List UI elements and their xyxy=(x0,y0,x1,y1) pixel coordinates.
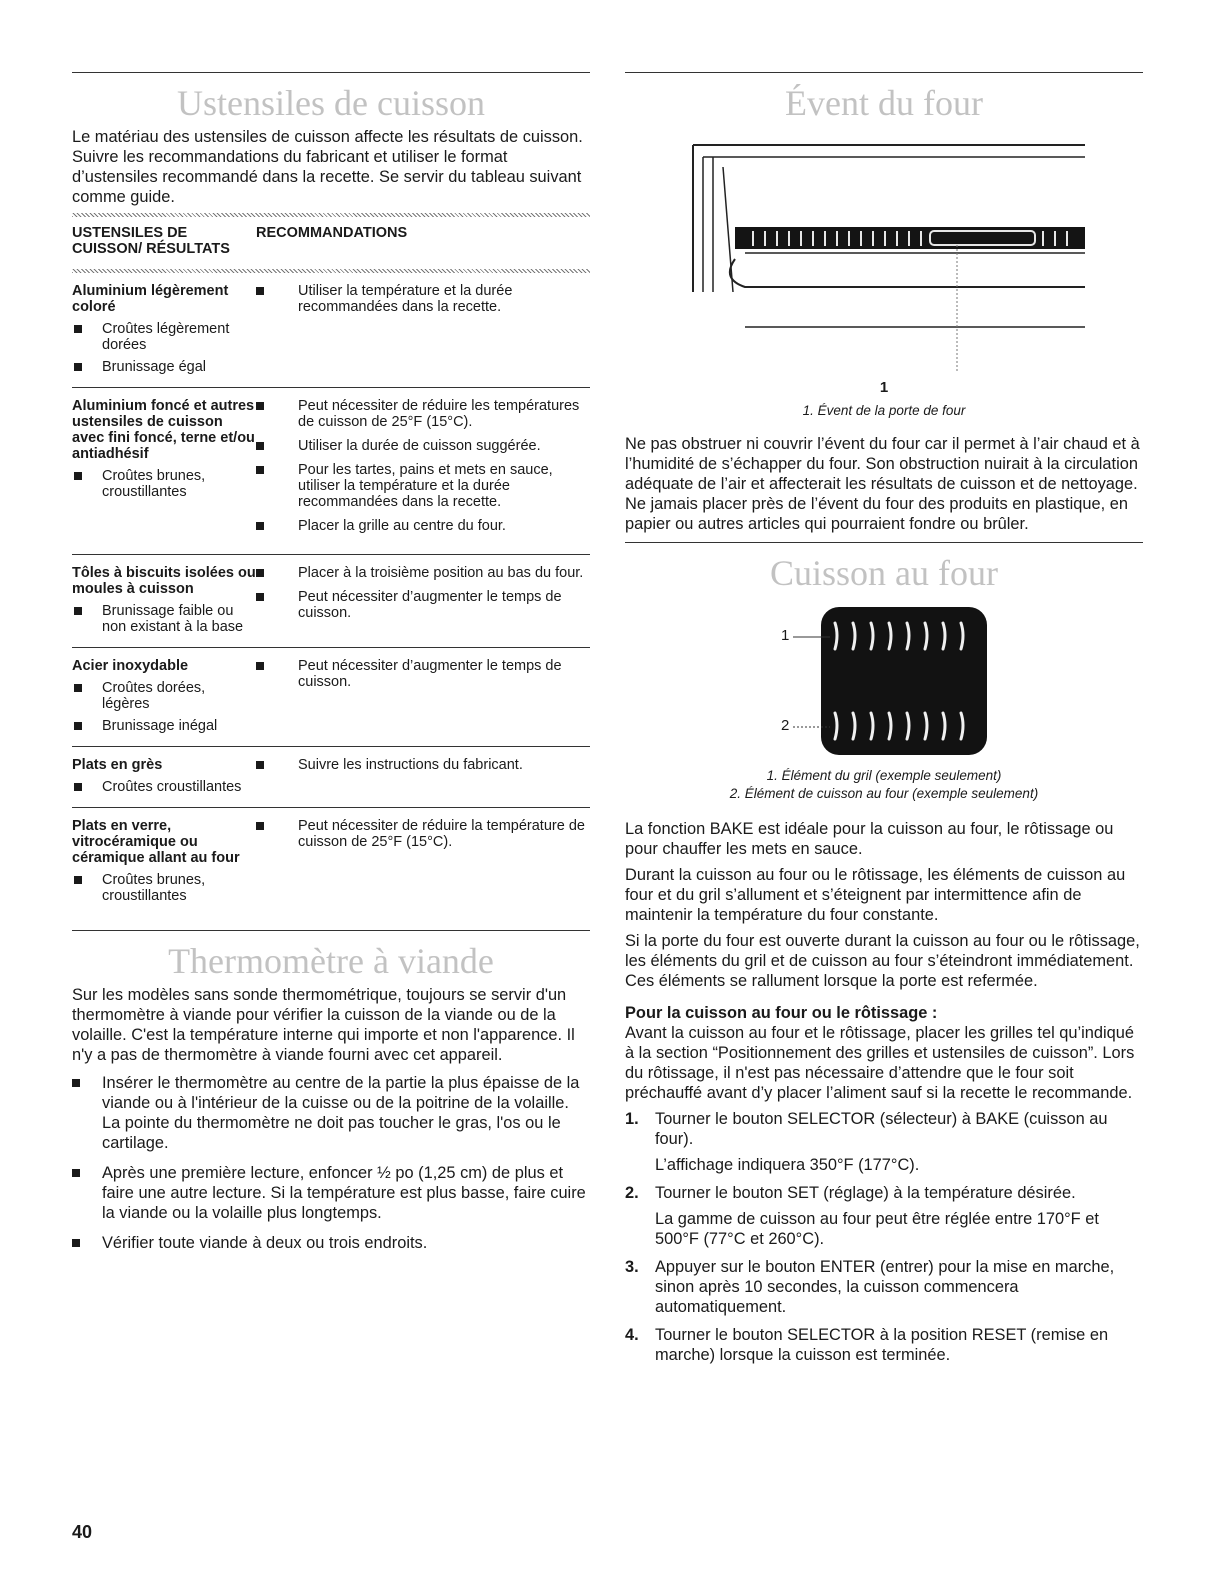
bake-caption-1: 1. Élément du gril (exemple seulement) xyxy=(766,768,1002,783)
result-item: Brunissage faible ou non existant à la base xyxy=(72,603,256,635)
material-name: Plats en verre, vitrocéramique ou céramique allant au four xyxy=(72,818,240,866)
recommendation-item: Utiliser la température et la durée recommandées dans la recette. xyxy=(256,283,590,315)
recommendation-item: Suivre les instructions du fabricant. xyxy=(256,757,590,773)
bake-subheading: Pour la cuisson au four ou le rôtissage : xyxy=(625,1004,938,1022)
list-item: Vérifier toute viande à deux ou trois endroits. xyxy=(72,1233,590,1253)
material-name: Aluminium légèrement coloré xyxy=(72,283,229,315)
recommendation-item: Peut nécessiter de réduire les températures de cuisson de 25°F (15°C). xyxy=(256,398,590,430)
result-item: Croûtes dorées, légères xyxy=(72,680,256,712)
step-item xyxy=(625,1325,1143,1365)
result-item: Croûtes légèrement dorées xyxy=(72,321,256,353)
result-item: Brunissage inégal xyxy=(72,718,256,734)
page-number: 40 xyxy=(72,1522,93,1542)
vent-title: Évent du four xyxy=(785,83,983,123)
table-row xyxy=(72,388,590,555)
step-note: L’affichage indiquera 350°F (177°C). xyxy=(655,1156,920,1174)
vent-text: Ne pas obstruer ni couvrir l’évent du four car il permet à l’air chaud et à l’humidité de s’échapper du four. Son obstruction nuirait à la circulation adéquate de l’air et affecterait les résultats de cuisson et de nettoyage. Ne jamais placer près de l’évent du four des produits en plastique, en papier ou autres articles qui pourraient fondre ou brûler. xyxy=(625,435,1140,533)
oven-vent-diagram xyxy=(625,127,1143,377)
step-item xyxy=(625,1109,1143,1175)
section-divider xyxy=(625,542,1143,543)
header-cookware-results: USTENSILES DE CUISSON/ RÉSULTATS xyxy=(72,225,230,257)
table-row xyxy=(72,808,590,916)
bake-caption-2: 2. Élément de cuisson au four (exemple seulement) xyxy=(729,786,1039,801)
step-number: 3. xyxy=(625,1258,639,1276)
step-text: Tourner le bouton SELECTOR (sélecteur) à BAKE (cuisson au four). xyxy=(655,1110,1108,1148)
oven-elements-diagram xyxy=(625,601,1143,761)
section-divider xyxy=(625,72,1143,73)
section-divider xyxy=(72,930,590,931)
thermometer-intro: Sur les modèles sans sonde thermométrique, toujours se servir d'un thermomètre à viande pour vérifier la cuisson de la viande ou de la volaille. C'est la température interne qui importe et non l'apparence. Il n'y a pas de thermomètre à viande fourni avec cet appareil. xyxy=(72,986,575,1064)
recommendation-item: Placer la grille au centre du four. xyxy=(256,518,590,534)
result-item: Brunissage égal xyxy=(72,359,256,375)
bake-callout-1: 1 xyxy=(781,627,790,644)
vent-caption: 1. Évent de la porte de four xyxy=(802,403,966,418)
step-text: Appuyer sur le bouton ENTER (entrer) pour la mise en marche, sinon après 10 secondes, la cuisson commencera automatiquement. xyxy=(655,1258,1115,1316)
left-column xyxy=(72,72,590,1263)
result-item: Croûtes croustillantes xyxy=(72,779,256,795)
recommendation-item: Placer à la troisième position au bas du four. xyxy=(256,565,590,581)
bake-steps xyxy=(625,1109,1143,1365)
material-name: Plats en grès xyxy=(72,757,163,773)
result-item: Croûtes brunes, croustillantes xyxy=(72,468,256,500)
table-row xyxy=(72,555,590,648)
material-name: Tôles à biscuits isolées ou moules à cuisson xyxy=(72,565,256,597)
step-note: La gamme de cuisson au four peut être réglée entre 170°F et 500°F (77°C et 260°C). xyxy=(655,1210,1099,1248)
table-row xyxy=(72,648,590,747)
baking-title: Cuisson au four xyxy=(770,553,998,593)
cookware-title: Ustensiles de cuisson xyxy=(177,83,485,123)
step-number: 4. xyxy=(625,1326,639,1344)
right-column xyxy=(625,72,1143,1373)
step-item xyxy=(625,1257,1143,1317)
step-number: 2. xyxy=(625,1184,639,1202)
cookware-intro: Le matériau des ustensiles de cuisson affecte les résultats de cuisson. Suivre les recommandations du fabricant et utiliser le format d’ustensiles recommandé dans la recette. Se servir du tableau suivant comme guide. xyxy=(72,128,583,206)
cookware-table-header xyxy=(72,217,590,269)
step-text: Tourner le bouton SELECTOR à la position RESET (remise en marche) lorsque la cuisson est terminée. xyxy=(655,1326,1109,1364)
material-name: Aluminium foncé et autres ustensiles de cuisson avec fini foncé, terne et/ou antiadhésif xyxy=(72,398,255,462)
recommendation-item: Peut nécessiter de réduire la température de cuisson de 25°F (15°C). xyxy=(256,818,590,850)
oven-vent-illustration xyxy=(625,127,1143,377)
thermometer-title: Thermomètre à viande xyxy=(168,941,494,981)
bake-callout-2: 2 xyxy=(781,717,790,734)
recommendation-item: Pour les tartes, pains et mets en sauce, utiliser la température et la durée recommandées dans la recette. xyxy=(256,462,590,510)
header-recommendations: RECOMMANDATIONS xyxy=(256,225,408,241)
bake-paragraph: La fonction BAKE est idéale pour la cuisson au four, le rôtissage ou pour chauffer les mets en sauce. xyxy=(625,820,1114,858)
oven-elements-illustration xyxy=(625,601,1143,761)
vent-callout-number: 1 xyxy=(879,379,889,396)
step-number: 1. xyxy=(625,1110,639,1128)
section-divider xyxy=(72,72,590,73)
step-text: Tourner le bouton SET (réglage) à la température désirée. xyxy=(655,1184,1076,1202)
list-item: Insérer le thermomètre au centre de la partie la plus épaisse de la viande ou à l'intérieur de la cuisse ou de la poitrine de la volaille. La pointe du thermomètre ne doit pas toucher le gras, l'os ou le cartilage. xyxy=(72,1073,590,1153)
table-row xyxy=(72,747,590,808)
cookware-table-body xyxy=(72,273,590,916)
recommendation-item: Peut nécessiter d’augmenter le temps de cuisson. xyxy=(256,658,590,690)
recommendation-item: Utiliser la durée de cuisson suggérée. xyxy=(256,438,590,454)
step-item xyxy=(625,1183,1143,1249)
bake-paragraph: Durant la cuisson au four ou le rôtissage, les éléments de cuisson au four et du gril s’allument et s’éteignent par intermittence afin de maintenir la température du four constante. xyxy=(625,866,1126,924)
table-row xyxy=(72,273,590,388)
material-name: Acier inoxydable xyxy=(72,658,189,674)
list-item: Après une première lecture, enfoncer ½ po (1,25 cm) de plus et faire une autre lecture. Si la température est plus basse, faire cuire la viande ou la volaille plus longtemps. xyxy=(72,1163,590,1223)
result-item: Croûtes brunes, croustillantes xyxy=(72,872,256,904)
bake-paragraph: Si la porte du four est ouverte durant la cuisson au four ou le rôtissage, les éléments du gril et de cuisson au four s’éteindront immédiatement. Ces éléments se rallument lorsque la porte est refermée. xyxy=(625,932,1140,990)
thermometer-bullets xyxy=(72,1073,590,1253)
recommendation-item: Peut nécessiter d’augmenter le temps de cuisson. xyxy=(256,589,590,621)
bake-subintro: Avant la cuisson au four et le rôtissage, placer les grilles tel qu’indiqué à la section “Positionnement des grilles et ustensiles de cuisson”. Lors du rôtissage, il n'est pas nécessaire d’attendre que le four soit préchauffé avant d’y placer l’aliment sauf si la recette le recommande. xyxy=(625,1024,1135,1102)
